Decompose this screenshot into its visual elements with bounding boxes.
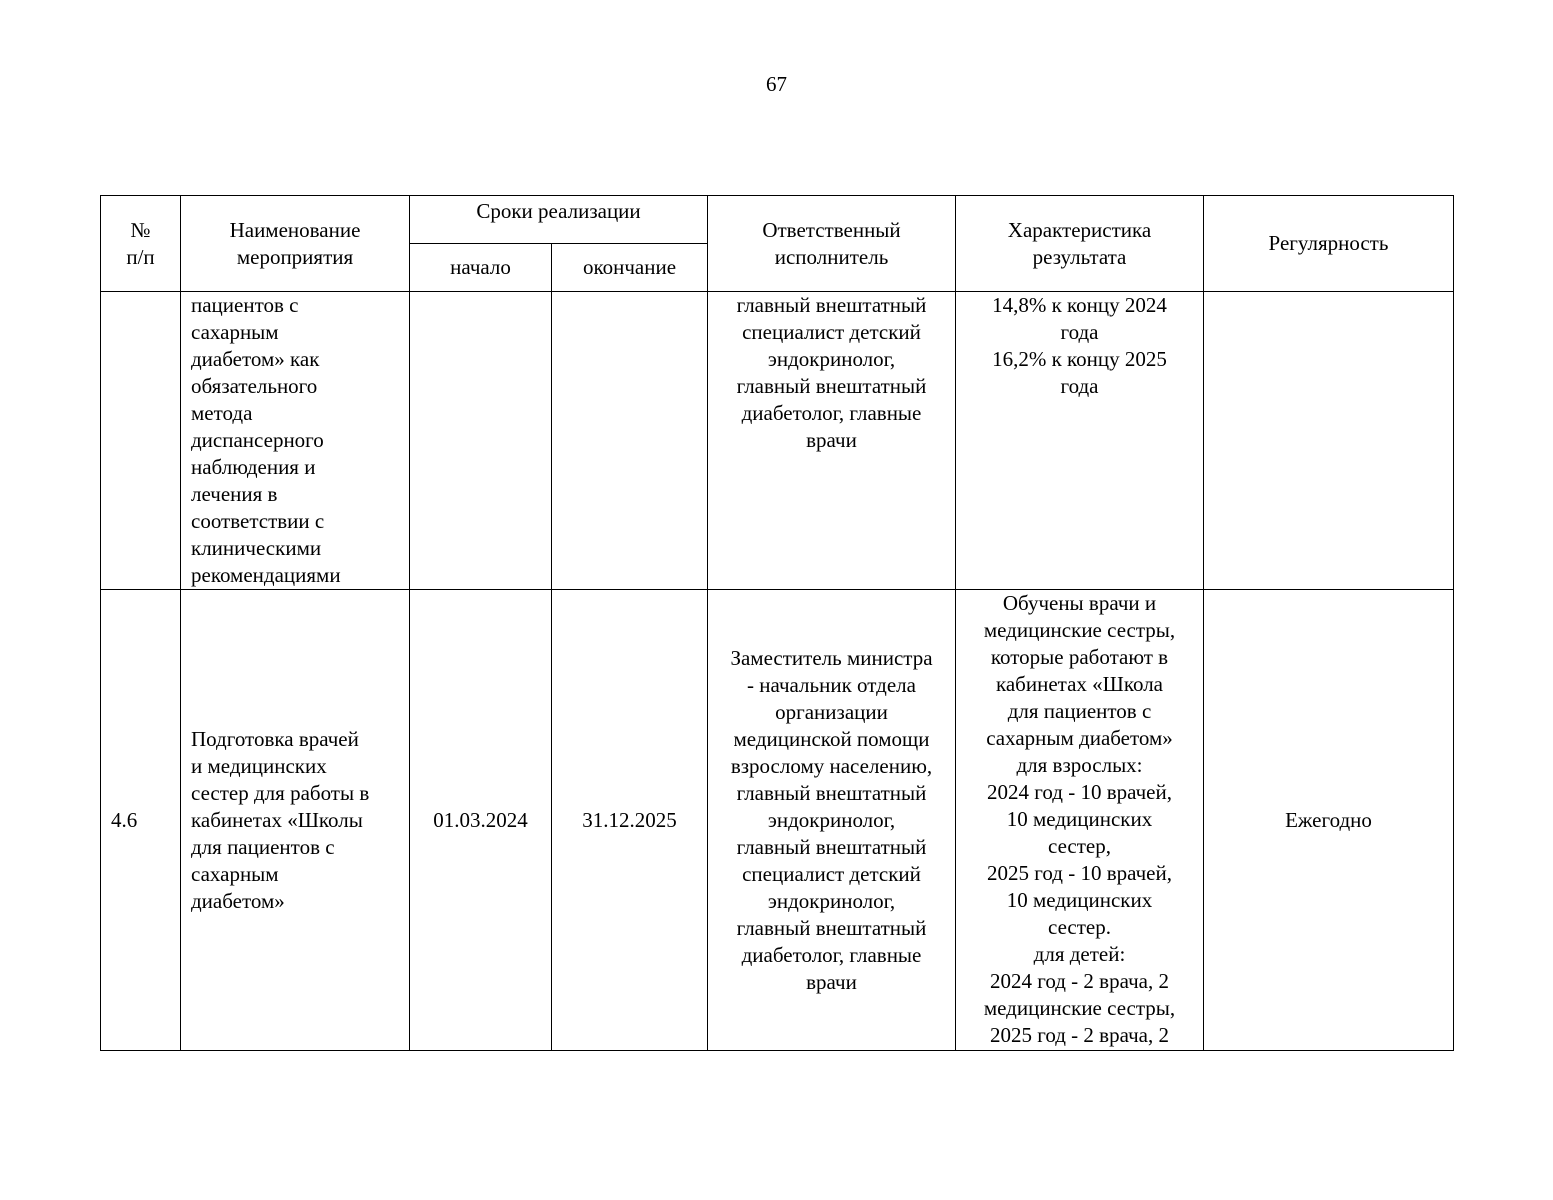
row-name: Подготовка врачей и медицинских сестер для работы в кабинетах «Школы для пациентов с сахарным диабетом» [181,590,410,1051]
row-regularity [1204,292,1454,590]
row-name: пациентов с сахарным диабетом» как обязательного метода диспансерного наблюдения и лечения в соответствии с клиническими рекомендациями [181,292,410,590]
table-row [101,590,1454,1051]
row-end [552,292,708,590]
header-result: Характеристика результата [956,196,1204,292]
row-start [410,292,552,590]
table-row [101,292,1454,590]
header-responsible: Ответственный исполнитель [708,196,956,292]
page-number: 67 [766,72,787,96]
header-end: окончание [552,244,708,292]
row-num: 4.6 [101,590,181,1051]
row-responsible: Заместитель министра - начальник отдела организации медицинской помощи взрослому населению, главный внештатный эндокринолог, главный внештатный специалист детский эндокринолог, главный внештатный диабетолог, главные врачи [708,590,956,1051]
row-result: 14,8% к концу 2024 года 16,2% к концу 2025 года [956,292,1204,590]
row-result: Обучены врачи и медицинские сестры, которые работают в кабинетах «Школа для пациентов с сахарным диабетом» для взрослых: 2024 год - 10 врачей, 10 медицинских сестер, 2025 год - 10 врачей, 10 медицинских сестер. для детей: 2024 год - 2 врача, 2 медицинские сестры, 2025 год - 2 врача, 2 [956,590,1204,1051]
row-num [101,292,181,590]
row-responsible: главный внештатный специалист детский эндокринолог, главный внештатный диабетолог, главные врачи [708,292,956,590]
row-end: 31.12.2025 [552,590,708,1051]
header-num: № п/п [101,196,181,292]
table-header-row [101,196,1454,244]
activity-table [100,195,1454,1051]
header-regularity: Регулярность [1204,196,1454,292]
header-timing: Сроки реализации [410,196,708,244]
header-name: Наименование мероприятия [181,196,410,292]
header-start: начало [410,244,552,292]
row-start: 01.03.2024 [410,590,552,1051]
row-regularity: Ежегодно [1204,590,1454,1051]
